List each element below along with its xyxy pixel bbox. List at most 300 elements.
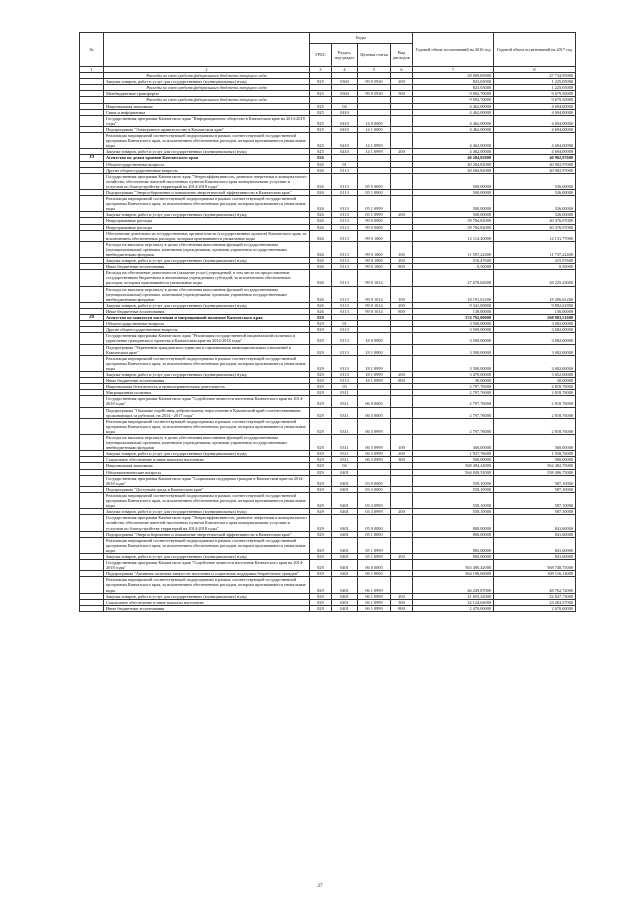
row-grbs: 829	[310, 451, 332, 457]
row-expense-type: 200	[391, 553, 413, 559]
row-name: Национальная безопасность и правоохранительная деятельность	[104, 384, 310, 390]
table-row	[80, 605, 576, 611]
budget-table	[79, 32, 576, 612]
row-amount-2016: 500,00000	[413, 189, 494, 195]
row-name: Другие общегосударственные вопросы	[104, 167, 310, 173]
row-amount-2017: 3 682,00000	[494, 327, 576, 333]
row-amount-2016: 11 597,22400	[413, 241, 494, 257]
row-grbs: 825	[310, 115, 332, 126]
row-amount-2017: 9 882,61800	[494, 302, 576, 308]
row-name: Иные бюджетные ассигнования	[104, 605, 310, 611]
row-number	[80, 475, 104, 486]
column-index: 7	[413, 67, 494, 73]
row-amount-2016: 558,10000	[413, 492, 494, 508]
row-section: 0113	[332, 327, 358, 333]
row-amount-2016: 18 191,61200	[413, 286, 494, 302]
row-grbs: 829	[310, 577, 332, 593]
row-expense-type	[391, 537, 413, 553]
row-name: Иные бюджетные ассигнования	[104, 378, 310, 384]
row-target: 06 3 0000	[358, 407, 391, 418]
row-section: 0113	[332, 189, 358, 195]
row-amount-2017: 4 694,00000	[494, 133, 576, 149]
row-amount-2016: 40 284,82000	[413, 161, 494, 167]
row-grbs: 829	[310, 344, 332, 355]
row-expense-type	[391, 396, 413, 407]
row-name: Закупка товаров, работ и услуг для государственных (муниципальных) нужд	[104, 593, 310, 599]
row-section: 0113	[332, 224, 358, 230]
row-grbs: 829	[310, 378, 332, 384]
row-target: 99 0 5930	[358, 91, 391, 97]
row-expense-type	[391, 355, 413, 371]
row-target: 99 0 0000	[358, 218, 391, 224]
row-target: 14 1 0999	[358, 133, 391, 149]
row-amount-2017: 40 376,97000	[494, 224, 576, 230]
row-target: 99 0 1014	[358, 308, 391, 314]
column-index: 5	[358, 67, 391, 73]
row-name: Закупка товаров, работ и услуг для государственных (муниципальных) нужд	[104, 509, 310, 515]
row-name: Миграционная политика	[104, 390, 310, 396]
row-name: Закупка товаров, работ и услуг для государственных (муниципальных) нужд	[104, 371, 310, 377]
row-section: 0113	[332, 378, 358, 384]
row-target: 06 3 0999	[358, 435, 391, 451]
row-target: 06 1 0999	[358, 599, 391, 605]
row-amount-2017: 526,00000	[494, 173, 576, 189]
row-expense-type: 100	[391, 435, 413, 451]
row-grbs: 829	[310, 457, 332, 463]
row-amount-2017: 526,00000	[494, 189, 576, 195]
row-section: 0311	[332, 435, 358, 451]
row-name: Закупка товаров, работ и услуг для государственных (муниципальных) нужд	[104, 79, 310, 85]
row-section: 0410	[332, 149, 358, 155]
row-name: Непрограммные расходы	[104, 224, 310, 230]
row-grbs: 829	[310, 605, 332, 611]
row-amount-2016: 564 849,52000	[413, 469, 494, 475]
row-amount-2016: 40 284,82000	[413, 155, 494, 161]
row-number	[80, 355, 104, 371]
row-target: 06 1 0999	[358, 577, 391, 593]
page-number: 27	[317, 884, 323, 889]
row-number	[80, 173, 104, 189]
row-section: 0304	[332, 79, 358, 85]
row-section: 0113	[332, 173, 358, 189]
row-expense-type	[391, 492, 413, 508]
row-name: Подпрограмма "Доступная среда в Камчатском крае"	[104, 486, 310, 492]
row-target: 06 3 0999	[358, 457, 391, 463]
row-target: 18 1 0999	[358, 371, 391, 377]
row-amount-2016: 558,10000	[413, 475, 494, 486]
row-grbs: 826	[310, 173, 332, 189]
header-grbs: ГРБС	[310, 44, 332, 67]
header-codes-group: Коды	[310, 33, 413, 44]
row-name: Подпрограмма "Электронное правительство в Камчатском крае"	[104, 126, 310, 132]
row-name: Иные бюджетные ассигнования	[104, 308, 310, 314]
row-grbs: 825	[310, 109, 332, 115]
row-expense-type: 800	[391, 605, 413, 611]
row-section: 04	[332, 103, 358, 109]
row-amount-2017: 40 376,97000	[494, 218, 576, 224]
table-row	[80, 407, 576, 418]
row-section: 0311	[332, 418, 358, 434]
row-grbs: 826	[310, 302, 332, 308]
row-target: 05 1 0000	[358, 531, 391, 537]
row-section: 0410	[332, 133, 358, 149]
row-target: 05 0 0000	[358, 515, 391, 531]
row-section: 0401	[332, 560, 358, 571]
row-number	[80, 286, 104, 302]
row-amount-2016: 4 462,00000	[413, 126, 494, 132]
row-amount-2016: 9 092,70000	[413, 91, 494, 97]
row-amount-2016: 46 249,87000	[413, 577, 494, 593]
row-section: 0401	[332, 599, 358, 605]
row-amount-2017: 2 818,76000	[494, 384, 576, 390]
row-amount-2017: 841,60000	[494, 537, 576, 553]
row-section: 0113	[332, 196, 358, 212]
row-amount-2017: 2 818,76000	[494, 390, 576, 396]
row-name: Подпрограмма "Энергосбережение и повышение энергетической эффективности в Камчатском крае"	[104, 189, 310, 195]
row-grbs: 826	[310, 230, 332, 241]
row-name: Другие общегосударственные вопросы	[104, 327, 310, 333]
row-expense-type	[391, 418, 413, 434]
row-amount-2017: 22 827,73000	[494, 593, 576, 599]
row-number	[80, 230, 104, 241]
row-amount-2016: 3 500,00000	[413, 355, 494, 371]
row-grbs: 829	[310, 571, 332, 577]
row-section: 0113	[332, 258, 358, 264]
row-amount-2017: 4 694,00000	[494, 126, 576, 132]
table-row	[80, 333, 576, 344]
row-number	[80, 515, 104, 531]
column-index: 6	[391, 67, 413, 73]
row-expense-type	[391, 133, 413, 149]
row-grbs: 829	[310, 390, 332, 396]
row-amount-2016: 3 500,00000	[413, 327, 494, 333]
row-grbs: 829	[310, 321, 332, 327]
table-row	[80, 577, 576, 593]
row-number	[80, 115, 104, 126]
row-grbs: 829	[310, 475, 332, 486]
row-amount-2017: 3 682,00000	[494, 355, 576, 371]
row-amount-2017: 12 131,77000	[494, 230, 576, 241]
row-target: 06 1 0000	[358, 571, 391, 577]
row-target: 05 1 0000	[358, 189, 391, 195]
row-section: 04	[332, 463, 358, 469]
column-index: 2	[104, 67, 310, 73]
row-amount-2017: 28 225,23000	[494, 270, 576, 286]
row-number	[80, 396, 104, 407]
row-number	[80, 133, 104, 149]
row-amount-2017: 1 225,05000	[494, 85, 576, 91]
row-section: 0113	[332, 241, 358, 257]
row-expense-type	[391, 196, 413, 212]
row-expense-type	[391, 333, 413, 344]
row-grbs: 829	[310, 553, 332, 559]
row-target: 03 3 0999	[358, 492, 391, 508]
row-grbs: 829	[310, 469, 332, 475]
table-row	[80, 241, 576, 257]
row-number: 19	[80, 155, 104, 161]
row-section: 0113	[332, 230, 358, 241]
row-expense-type	[391, 577, 413, 593]
row-target: 05 1 0999	[358, 537, 391, 553]
row-grbs: 826	[310, 258, 332, 264]
row-amount-2016: 3 500,00000	[413, 344, 494, 355]
row-amount-2017: 3 652,00000	[494, 371, 576, 377]
table-row	[80, 115, 576, 126]
row-section: 0401	[332, 553, 358, 559]
column-index: 1	[80, 67, 104, 73]
row-name: Реализация мероприятий соответствующей подпрограммы в рамках соответствующей государственной программы Камчатского края, за исключением обеспеченных расходов, которым присваиваются уникальные коды	[104, 418, 310, 434]
row-amount-2016: 4 462,00000	[413, 149, 494, 155]
row-name: Связь и информатика	[104, 109, 310, 115]
row-section: 0401	[332, 593, 358, 599]
row-section: 0113	[332, 286, 358, 302]
row-amount-2017: 587,10000	[494, 475, 576, 486]
row-grbs: 825	[310, 126, 332, 132]
column-index: 3	[310, 67, 332, 73]
row-amount-2016: 823,03000	[413, 79, 494, 85]
row-name: Закупка товаров, работ и услуг для государственных (муниципальных) нужд	[104, 149, 310, 155]
row-amount-2016: 4 462,00000	[413, 103, 494, 109]
row-grbs: 825	[310, 133, 332, 149]
row-amount-2016: 2 797,76000	[413, 418, 494, 434]
row-expense-type: 200	[391, 79, 413, 85]
row-expense-type: 200	[391, 371, 413, 377]
row-grbs: 829	[310, 509, 332, 515]
row-target: 18 1 0999	[358, 378, 391, 384]
table-row	[80, 344, 576, 355]
row-section: 0401	[332, 577, 358, 593]
row-grbs: 825	[310, 79, 332, 85]
row-target: 99 0 1014	[358, 270, 391, 286]
row-name: Подпрограмма "Энергосбережение и повышение энергетической эффективности в Камчатском крае"	[104, 531, 310, 537]
row-target: 06 1 0999	[358, 593, 391, 599]
row-amount-2017: 136,00000	[494, 308, 576, 314]
row-target: 03 0 0000	[358, 475, 391, 486]
row-name: Подпрограмма "Активная политика занятости населения и социальная поддержка безработных граждан"	[104, 571, 310, 577]
row-amount-2017: 2 818,76000	[494, 407, 576, 418]
row-amount-2016: 12 114,20000	[413, 230, 494, 241]
row-grbs: 826	[310, 161, 332, 167]
row-target: 18 1 0000	[358, 344, 391, 355]
row-section: 0113	[332, 371, 358, 377]
row-expense-type: 200	[391, 451, 413, 457]
row-amount-2017: 309 116,14000	[494, 571, 576, 577]
row-expense-type	[391, 115, 413, 126]
row-expense-type: 500	[391, 91, 413, 97]
table-row	[80, 475, 576, 486]
row-grbs: 825	[310, 149, 332, 155]
row-amount-2017: 18 206,61200	[494, 286, 576, 302]
row-target: 06 1 0999	[358, 605, 391, 611]
row-amount-2017: 587,10000	[494, 509, 576, 515]
row-amount-2017: 526,00000	[494, 212, 576, 218]
row-grbs: 829	[310, 315, 332, 321]
row-amount-2017: 841,60000	[494, 531, 576, 537]
row-amount-2016: 568 494,24000	[413, 463, 494, 469]
row-amount-2017: 568 748,75000	[494, 560, 576, 571]
row-section: 0304	[332, 91, 358, 97]
column-index: 4	[332, 67, 358, 73]
row-section: 0401	[332, 469, 358, 475]
row-section: 0401	[332, 571, 358, 577]
row-name: Закупка товаров, работ и услуг для государственных (муниципальных) нужд	[104, 212, 310, 218]
column-index: 8	[494, 67, 576, 73]
row-amount-2016: 800,00000	[413, 531, 494, 537]
row-amount-2017: 526,00000	[494, 196, 576, 212]
row-target: 05 0 0000	[358, 173, 391, 189]
row-target: 06 0 0000	[358, 396, 391, 407]
row-name: Реализация мероприятий соответствующей подпрограммы в рамках соответствующей государственной программы Камчатского края, за исключением обеспеченных расходов, которым присваиваются уникальные коды	[104, 133, 310, 149]
row-grbs: 829	[310, 396, 332, 407]
table-row	[80, 396, 576, 407]
row-section: 0401	[332, 515, 358, 531]
row-name: Общегосударственные вопросы	[104, 161, 310, 167]
row-section: 0401	[332, 492, 358, 508]
row-expense-type: 300	[391, 457, 413, 463]
row-amount-2016: 28 009,85000	[413, 73, 494, 79]
row-amount-2016: 500,00000	[413, 457, 494, 463]
row-name: Расходы за счет средств федерального бюджета текущего года	[104, 73, 310, 79]
row-amount-2017: 23 263,57000	[494, 599, 576, 605]
row-section: 0401	[332, 475, 358, 486]
row-amount-2016: 1 937,76000	[413, 451, 494, 457]
row-section: 0311	[332, 407, 358, 418]
row-amount-2017: 360,00000	[494, 435, 576, 451]
table-row	[80, 492, 576, 508]
row-number	[80, 344, 104, 355]
row-name: Национальная экономика	[104, 463, 310, 469]
row-number: 20	[80, 315, 104, 321]
row-amount-2017: 30,00000	[494, 378, 576, 384]
row-target: 03 3 0999	[358, 509, 391, 515]
row-name: Расходы за счет средств федерального бюджета текущего года	[104, 97, 310, 103]
row-name: Государственная программа Камчатского края "Энергоэффективность, развитие энергетики и коммунального хозяйства, обеспечение жителей населенных пунктов Камчатского края коммунальными услугами и услугами по благоустройству территорий на 2014-2018 годы"	[104, 515, 310, 531]
row-grbs: 825	[310, 91, 332, 97]
header-name	[104, 33, 310, 67]
row-grbs: 829	[310, 515, 332, 531]
row-amount-2016: 4 462,00000	[413, 109, 494, 115]
row-target: 03 3 0000	[358, 486, 391, 492]
row-amount-2017: 415,97600	[494, 258, 576, 264]
row-name: Межбюджетные трансферты	[104, 91, 310, 97]
row-amount-2016: 39 784,82000	[413, 218, 494, 224]
row-name: Реализация мероприятий соответствующей подпрограммы в рамках соответствующей государственной программы Камчатского края, за исключением обеспеченных расходов, которым присваиваются уникальные коды	[104, 537, 310, 553]
row-amount-2017: 3 682,00000	[494, 344, 576, 355]
row-amount-2017: 568 983,51000	[494, 315, 576, 321]
row-grbs: 826	[310, 189, 332, 195]
row-target: 14 1 0999	[358, 149, 391, 155]
row-target: 99 0 1000	[358, 241, 391, 257]
row-section: 0401	[332, 537, 358, 553]
row-amount-2016: 516,47600	[413, 258, 494, 264]
header-num: №	[80, 33, 104, 67]
row-amount-2016: 0,50000	[413, 264, 494, 270]
row-name: Общеэкономические вопросы	[104, 469, 310, 475]
table-row	[80, 133, 576, 149]
row-expense-type	[391, 475, 413, 486]
row-name: Реализация мероприятий соответствующей подпрограммы в рамках соответствующей государственной программы Камчатского края, за исключением обеспеченных расходов, которым присваиваются уникальные коды	[104, 492, 310, 508]
row-expense-type: 200	[391, 593, 413, 599]
row-number	[80, 241, 104, 257]
row-amount-2016: 558,10000	[413, 486, 494, 492]
row-amount-2017: 40 902,97000	[494, 155, 576, 161]
row-amount-2017: 11 737,22400	[494, 241, 576, 257]
row-name: Закупка товаров, работ и услуг для государственных (муниципальных) нужд	[104, 553, 310, 559]
row-amount-2017: 2 670,00000	[494, 605, 576, 611]
row-expense-type	[391, 230, 413, 241]
row-section: 0113	[332, 344, 358, 355]
row-amount-2016: 2 797,76000	[413, 407, 494, 418]
row-name: Государственная программа Камчатского края "Реализация государственной национальной политики и укрепление гражданского единства в Камчатском крае на 2014-2018 годы"	[104, 333, 310, 344]
row-grbs: 826	[310, 212, 332, 218]
row-name: Непрограммные расходы	[104, 218, 310, 224]
row-grbs: 826	[310, 155, 332, 161]
row-grbs: 829	[310, 593, 332, 599]
row-name: Государственная программа Камчатского края "Информационное общество в Камчатском крае на 2014-2018 годы"	[104, 115, 310, 126]
table-row	[80, 230, 576, 241]
row-amount-2016: 3 500,00000	[413, 333, 494, 344]
row-name: Агентство по делам архивов Камчатского края	[104, 155, 310, 161]
header-target: Целевая статья	[358, 44, 391, 67]
row-grbs: 829	[310, 560, 332, 571]
row-grbs: 826	[310, 241, 332, 257]
row-section: 0401	[332, 605, 358, 611]
row-grbs: 826	[310, 224, 332, 230]
row-target: 99 0 1014	[358, 286, 391, 302]
row-expense-type: 800	[391, 308, 413, 314]
table-row	[80, 560, 576, 571]
row-number	[80, 537, 104, 553]
row-section: 0113	[332, 270, 358, 286]
row-grbs: 829	[310, 531, 332, 537]
row-grbs: 829	[310, 435, 332, 451]
row-name: Реализация мероприятий соответствующей подпрограммы в рамках соответствующей государственной программы Камчатского края, за исключением обеспеченных расходов, которым присваиваются уникальные коды	[104, 196, 310, 212]
row-number	[80, 560, 104, 571]
row-grbs: 826	[310, 286, 332, 302]
table-body	[80, 73, 576, 612]
row-expense-type: 200	[391, 302, 413, 308]
row-amount-2017: 0,50000	[494, 264, 576, 270]
row-number	[80, 407, 104, 418]
row-target: 99 0 1014	[358, 302, 391, 308]
row-grbs: 826	[310, 196, 332, 212]
row-name: Обеспечение деятельности государственных органов власти (государственных органов) Камчатского края, за исключением обеспеченных расходов, которым присваиваются уникальные коды	[104, 230, 310, 241]
row-number	[80, 577, 104, 593]
row-expense-type	[391, 515, 413, 531]
row-amount-2017: 2 818,76000	[494, 396, 576, 407]
row-number	[80, 435, 104, 451]
row-amount-2017: 40 902,97000	[494, 161, 576, 167]
table-row	[80, 418, 576, 434]
row-name: Подпрограмма "Укрепление гражданского единства и гармонизация межнациональных отношений в Камчатском крае"	[104, 344, 310, 355]
row-grbs: 829	[310, 407, 332, 418]
row-name: Государственная программа Камчатского края "Содействие занятости населения Камчатского края на 2014-2018 годы"	[104, 396, 310, 407]
row-section: 0401	[332, 486, 358, 492]
row-amount-2017: 40 902,97000	[494, 167, 576, 173]
row-amount-2017: 841,60000	[494, 553, 576, 559]
table-row	[80, 270, 576, 286]
row-name: Расходы на выплаты персоналу в целях обеспечения выполнения функций государственными (муниципальными) органами, казенными учреждениями, органами управления государственными внебюджетными фондами	[104, 435, 310, 451]
row-expense-type: 200	[391, 149, 413, 155]
row-amount-2016: 2 797,76000	[413, 390, 494, 396]
row-amount-2016: 500,00000	[413, 173, 494, 189]
row-amount-2016: 800,00000	[413, 515, 494, 531]
row-target: 05 1 0999	[358, 553, 391, 559]
row-section: 0311	[332, 451, 358, 457]
row-section: 01	[332, 161, 358, 167]
row-name: Национальная экономика	[104, 103, 310, 109]
row-amount-2016: 558,10000	[413, 509, 494, 515]
